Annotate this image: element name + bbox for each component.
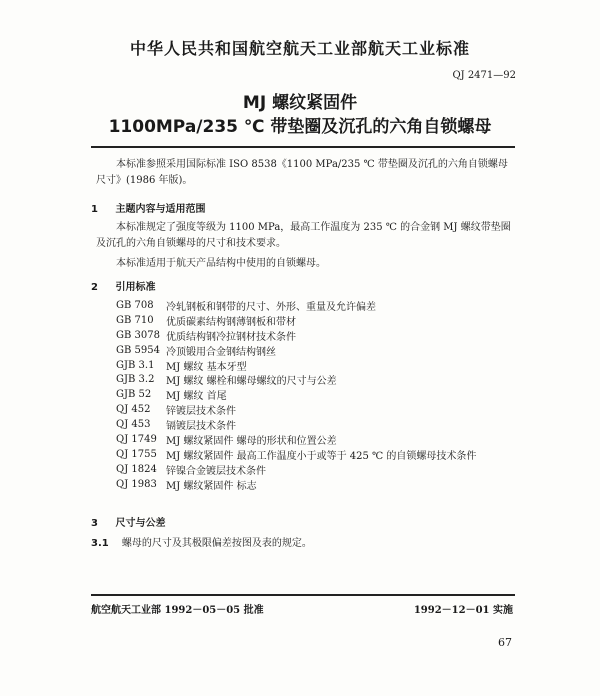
section-1-title: 主题内容与适用范围 bbox=[115, 204, 206, 215]
section-3-number: 3 bbox=[91, 518, 98, 529]
section-2-number: 2 bbox=[91, 282, 98, 293]
reference-code: GB 710 bbox=[116, 314, 154, 326]
document-title-line2: 1100MPa/235 ℃ 带垫圈及沉孔的六角自锁螺母 bbox=[108, 117, 492, 137]
reference-title: 冷轧钢板和钢带的尺寸、外形、重量及允许偏差 bbox=[166, 301, 376, 313]
referenced-standards-list bbox=[116, 298, 536, 492]
reference-code: GJB 3.2 bbox=[116, 374, 155, 386]
reference-code: GB 708 bbox=[116, 299, 154, 311]
reference-code: QJ 453 bbox=[116, 419, 151, 431]
reference-row bbox=[116, 358, 536, 373]
reference-code: QJ 1824 bbox=[116, 463, 157, 475]
reference-row bbox=[116, 372, 536, 387]
reference-code: GJB 52 bbox=[116, 389, 152, 401]
reference-title: MJ 螺纹 首尾 bbox=[166, 391, 227, 403]
page-number: 67 bbox=[498, 636, 512, 649]
approval-line: 航空航天工业部 1992－05－05 批准 bbox=[91, 605, 264, 616]
footer-divider bbox=[91, 594, 515, 596]
reference-row bbox=[116, 298, 536, 313]
section-1-number: 1 bbox=[91, 204, 98, 215]
clause-3-1 bbox=[91, 536, 312, 552]
reference-title: 锌镀层技术条件 bbox=[166, 406, 236, 418]
reference-code: QJ 1983 bbox=[116, 478, 157, 490]
reference-row bbox=[116, 477, 536, 492]
reference-title: 锌镍合金镀层技术条件 bbox=[166, 465, 266, 477]
standard-number: QJ 2471—92 bbox=[452, 70, 516, 81]
reference-title: 冷顶锻用合金钢结构钢丝 bbox=[166, 346, 276, 358]
reference-title: 镉镀层技术条件 bbox=[166, 421, 236, 433]
reference-row bbox=[116, 462, 536, 477]
reference-row bbox=[116, 432, 536, 447]
reference-title: MJ 螺纹紧固件 标志 bbox=[166, 480, 257, 492]
reference-row bbox=[116, 313, 536, 328]
reference-title: MJ 螺纹紧固件 螺母的形状和位置公差 bbox=[166, 435, 337, 447]
reference-row bbox=[116, 447, 536, 462]
reference-code: GB 3078 bbox=[116, 329, 160, 341]
reference-title: 优质结构钢冷拉钢材技术条件 bbox=[166, 331, 296, 343]
clause-3-1-text: 螺母的尺寸及其极限偏差按图及表的规定。 bbox=[121, 538, 312, 549]
reference-code: GJB 3.1 bbox=[116, 359, 155, 371]
reference-title: MJ 螺纹 螺栓和螺母螺纹的尺寸与公差 bbox=[166, 376, 337, 388]
reference-row bbox=[116, 417, 536, 432]
reference-title: 优质碳素结构钢薄钢板和带材 bbox=[166, 316, 296, 328]
reference-code: GB 5954 bbox=[116, 344, 160, 356]
reference-code: QJ 452 bbox=[116, 404, 151, 416]
reference-row bbox=[116, 402, 536, 417]
reference-row bbox=[116, 343, 536, 358]
reference-row bbox=[116, 387, 536, 402]
document-title-line1: MJ 螺纹紧固件 bbox=[242, 93, 358, 113]
issuing-authority-header: 中华人民共和国航空航天工业部航天工业标准 bbox=[129, 39, 470, 58]
intro-paragraph: 本标准参照采用国际标准 ISO 8538《1100 MPa/235 ℃ 带垫圈及沉孔的六角自锁螺母尺寸》(1986 年版)。 bbox=[96, 159, 508, 186]
clause-3-1-number: 3.1 bbox=[91, 538, 109, 549]
section-2-heading bbox=[91, 278, 155, 293]
title-divider bbox=[91, 146, 515, 148]
reference-row bbox=[116, 328, 536, 343]
reference-code: QJ 1749 bbox=[116, 433, 157, 445]
implementation-line: 1992－12－01 实施 bbox=[413, 605, 513, 616]
section-2-title: 引用标准 bbox=[115, 282, 156, 293]
reference-title: MJ 螺纹紧固件 最高工作温度小于或等于 425 ℃ 的自锁螺母技术条件 bbox=[166, 450, 477, 462]
section-3-title: 尺寸与公差 bbox=[115, 518, 166, 529]
section-1-paragraph-2: 本标准适用于航天产品结构中使用的自锁螺母。 bbox=[116, 258, 326, 269]
reference-title: MJ 螺纹 基本牙型 bbox=[166, 361, 247, 373]
section-3-heading bbox=[91, 514, 165, 529]
section-1-paragraph-1: 本标准规定了强度等级为 1100 MPa，最高工作温度为 235 ℃ 的合金钢 MJ 螺纹带垫圈及沉孔的六角自锁螺母的尺寸和技术要求。 bbox=[96, 222, 511, 249]
reference-code: QJ 1755 bbox=[116, 448, 157, 460]
section-1-heading bbox=[91, 200, 205, 215]
